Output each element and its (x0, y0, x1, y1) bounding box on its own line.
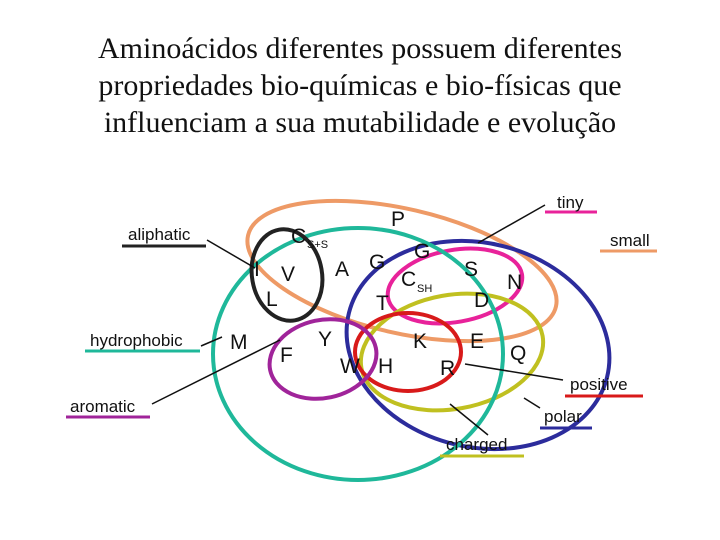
aa-h: H (378, 355, 394, 378)
aa-i: I (254, 258, 260, 281)
small-label: small (610, 231, 650, 250)
aa-m: M (230, 331, 248, 354)
aa-n: N (507, 271, 523, 294)
aa-k: K (413, 330, 428, 353)
aa-t: T (376, 292, 389, 315)
tiny-pointer (478, 205, 545, 243)
aa-a: A (335, 258, 350, 281)
aromatic-label: aromatic (70, 397, 136, 416)
charged-label: charged (446, 435, 508, 454)
tiny-label: tiny (557, 193, 584, 212)
aa-c-disulfide: C (291, 225, 307, 248)
aa-l: L (266, 288, 278, 311)
polar-label: polar (544, 407, 582, 426)
positive-label: positive (570, 375, 628, 394)
aa-c-thiol-subscript: SH (417, 283, 433, 295)
aa-y: Y (318, 328, 333, 351)
aa-p: P (391, 208, 406, 231)
aa-v: V (281, 263, 296, 286)
title-line-1: Aminoácidos diferentes possuem diferentes (97, 32, 623, 65)
aa-f: F (280, 344, 293, 367)
aa-d: D (474, 289, 490, 312)
title-line-2: propriedades bio-químicas e bio-físicas que (98, 69, 622, 102)
aa-c-disulfide-subscript: S+S (307, 239, 329, 251)
positive-pointer (465, 364, 563, 380)
aa-q: Q (510, 342, 527, 365)
aa-e: E (470, 330, 485, 353)
aa-w: W (340, 355, 360, 378)
aa-r: R (440, 357, 456, 380)
aa-g-tiny: G (414, 240, 431, 263)
aa-c-thiol: C (401, 268, 417, 291)
title-line-3: influenciam a sua mutabilidade e evolução (103, 106, 617, 139)
polar-pointer (524, 398, 540, 408)
aa-g-small: G (369, 251, 386, 274)
aliphatic-label: aliphatic (128, 225, 191, 244)
hydrophobic-label: hydrophobic (90, 331, 183, 350)
aa-s: S (464, 258, 479, 281)
